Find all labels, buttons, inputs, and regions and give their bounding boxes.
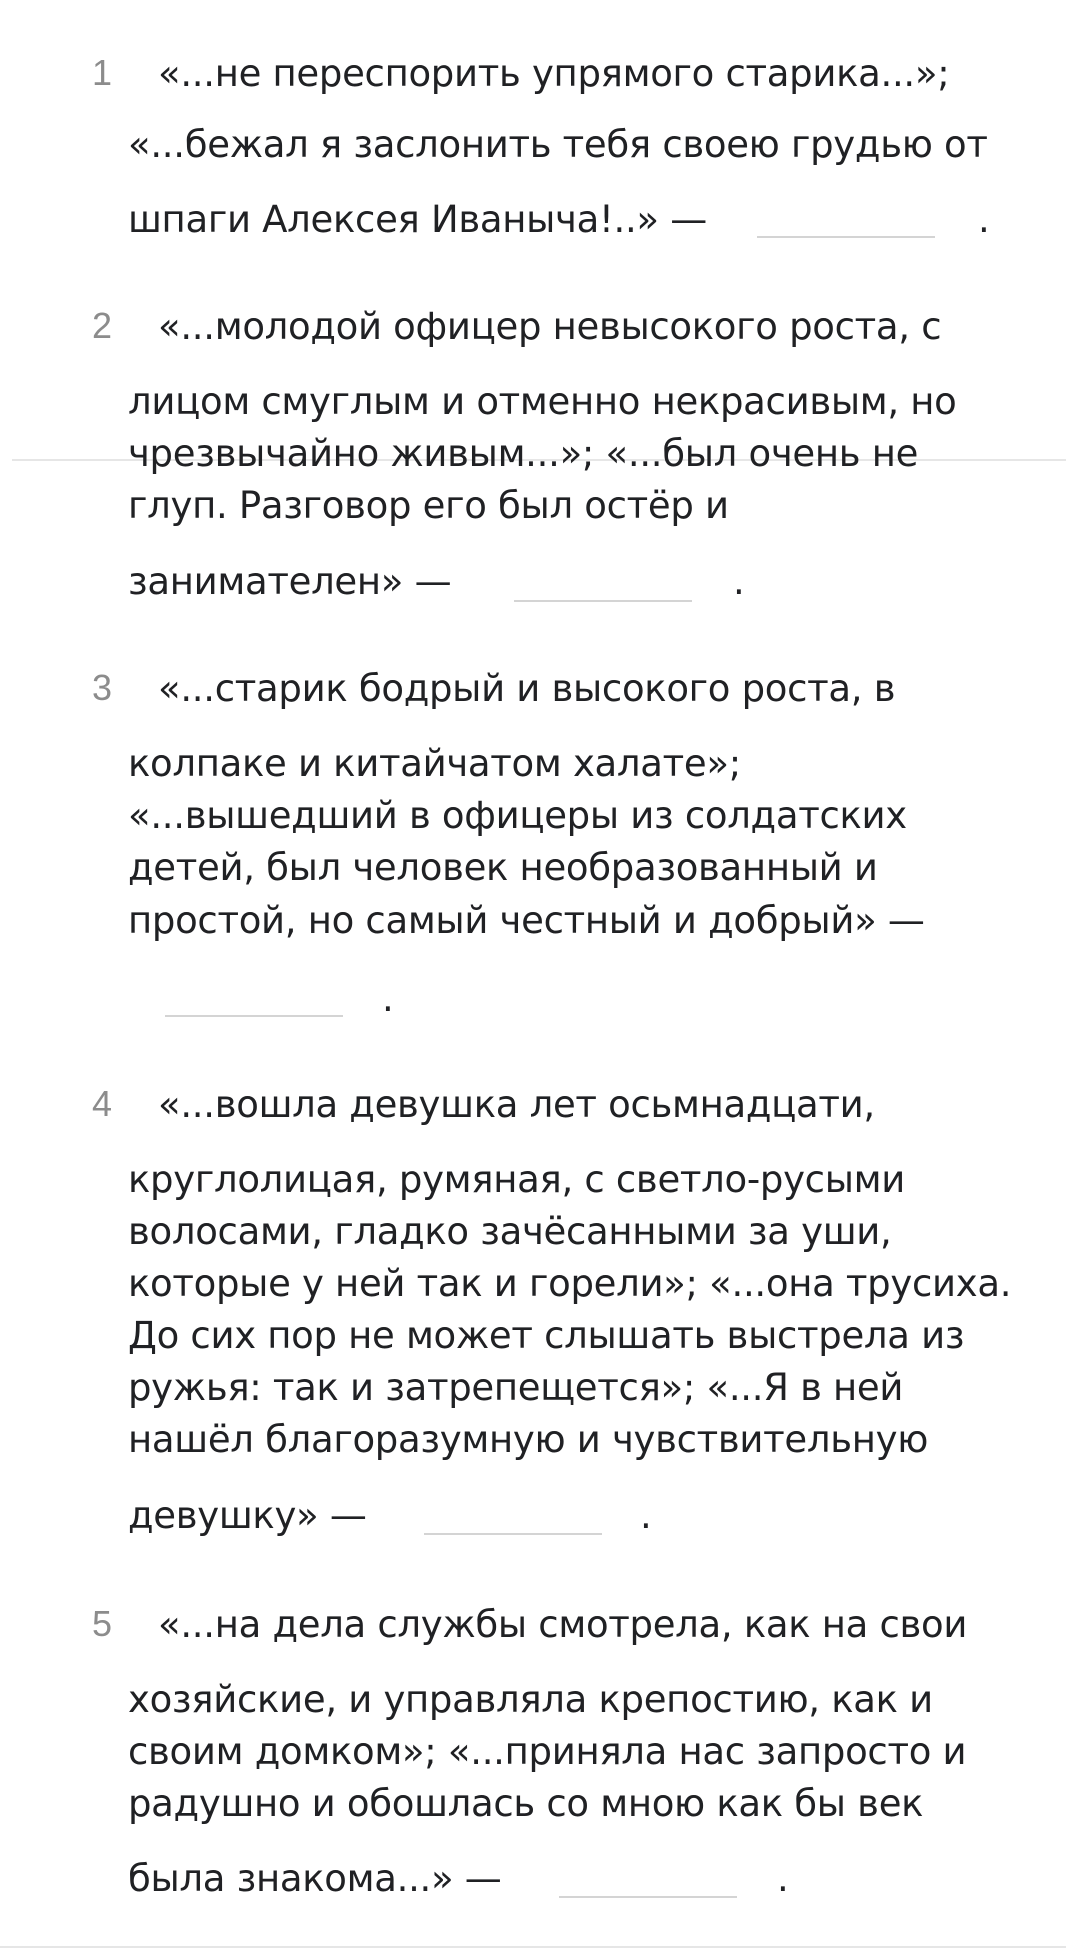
- item-number: 4: [92, 1083, 113, 1124]
- text-line: «...бежал я заслонить тебя своею грудью от: [128, 123, 988, 166]
- text-line: «...вышедший в офицеры из солдатских: [128, 794, 907, 837]
- answer-blank[interactable]: [514, 600, 692, 602]
- text-line: радушно и обошлась со мною как бы век: [128, 1782, 924, 1825]
- text-line: детей, был человек необразованный и: [128, 846, 878, 889]
- item-number: 3: [92, 667, 113, 708]
- text-line: «...не переспорить упрямого старика...»;: [158, 52, 950, 95]
- text-line: волосами, гладко зачёсанными за уши,: [128, 1210, 892, 1253]
- text-line: колпаке и китайчатом халате»;: [128, 742, 741, 785]
- text-line: занимателен» —: [128, 560, 452, 603]
- end-period: .: [978, 198, 990, 241]
- bottom-divider: [0, 1946, 1066, 1948]
- end-period: .: [382, 977, 394, 1020]
- text-line: «...старик бодрый и высокого роста, в: [158, 667, 896, 710]
- text-line: своим домком»; «...приняла нас запросто и: [128, 1730, 967, 1773]
- text-line: нашёл благоразумную и чувствительную: [128, 1418, 929, 1461]
- text-line: До сих пор не может слышать выстрела из: [128, 1314, 965, 1357]
- text-line: шпаги Алексея Иваныча!..» —: [128, 198, 707, 241]
- item-number: 5: [92, 1603, 113, 1644]
- end-period: .: [733, 560, 745, 603]
- text-line: «...вошла девушка лет осьмнадцати,: [158, 1083, 875, 1126]
- text-line: девушку» —: [128, 1494, 367, 1537]
- text-line: была знакома...» —: [128, 1857, 502, 1900]
- text-line: чрезвычайно живым...»; «...был очень не: [128, 432, 919, 475]
- text-line: «...молодой офицер невысокого роста, с: [158, 305, 942, 348]
- text-line: лицом смуглым и отменно некрасивым, но: [128, 380, 957, 423]
- end-period: .: [640, 1494, 652, 1537]
- answer-blank[interactable]: [559, 1896, 737, 1898]
- text-line: круглолицая, румяная, с светло-русыми: [128, 1158, 905, 1201]
- text-line: глуп. Разговор его был остёр и: [128, 484, 729, 527]
- text-line: простой, но самый честный и добрый» —: [128, 899, 925, 942]
- text-line: ружья: так и затрепещется»; «...Я в ней: [128, 1366, 904, 1409]
- text-line: которые у ней так и горели»; «...она трусиха.: [128, 1262, 1012, 1305]
- answer-blank[interactable]: [424, 1533, 602, 1535]
- answer-blank[interactable]: [165, 1015, 343, 1017]
- text-line: хозяйские, и управляла крепостию, как и: [128, 1678, 933, 1721]
- item-number: 2: [92, 305, 113, 346]
- answer-blank[interactable]: [757, 236, 935, 238]
- text-line: «...на дела службы смотрела, как на свои: [158, 1603, 968, 1646]
- end-period: .: [777, 1857, 789, 1900]
- item-number: 1: [92, 52, 113, 93]
